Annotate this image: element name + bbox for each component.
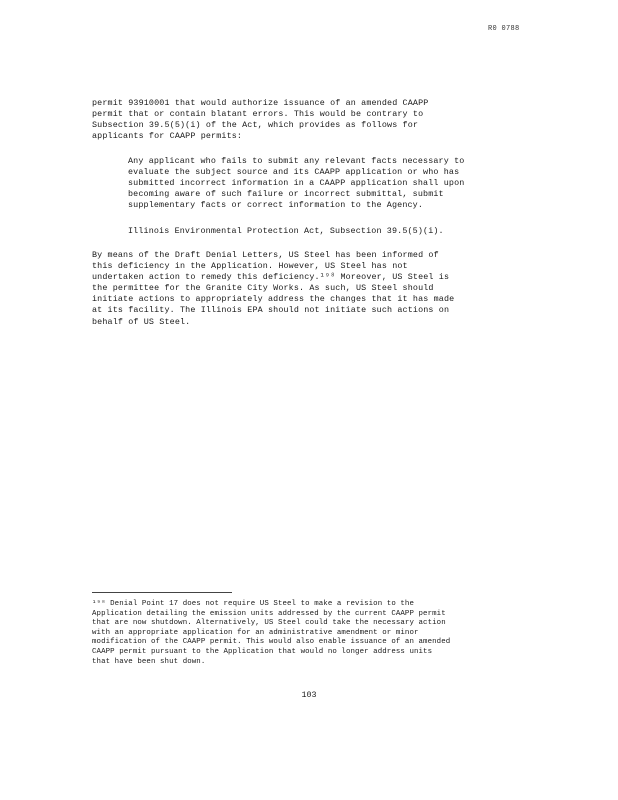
body-paragraph-2: By means of the Draft Denial Letters, US Steel has been informed of this deficiency in the Application. However, US Steel has not undertaken action to remedy this deficiency.¹⁹⁸ Moreover, US Steel is the permittee for the Granite City Works. As such, US Steel should initiate actions to appropriately address the changes that it has made at its facility. The Illinois EPA should not initiate such actions on behalf of US Steel. <box>92 250 455 327</box>
quote-citation: Illinois Environmental Protection Act, Subsection 39.5(5)(i). <box>128 226 444 236</box>
page-number: 103 <box>301 690 317 700</box>
body-paragraph-1: permit 93910001 that would authorize issuance of an amended CAAPP permit that or contain blatant errors. This would be contrary to Subsection 39.5(5)(i) of the Act, which provides as follows for applicants for CAAPP permits: <box>92 98 429 142</box>
block-quote: Any applicant who fails to submit any relevant facts necessary to evaluate the subject source and its CAAPP application or who has submitted incorrect information in a CAAPP application shall upon becoming aware of such failure or incorrect submittal, submit supplementary facts or correct information to the Agency. <box>128 156 465 211</box>
footnote-separator <box>92 592 232 593</box>
document-code: R0 0788 <box>488 25 520 33</box>
footnote: ¹⁹⁸ Denial Point 17 does not require US Steel to make a revision to the Application detailing the emission units addressed by the current CAAPP permit that are now shutdown. Alternatively, US Steel could take the necessary action with an appropriate application for an administrative amendment or minor modification of the CAAPP permit. This would also enable issuance of an amended CAAPP permit pursuant to the Application that would no longer address units that have been shut down. <box>92 600 451 666</box>
